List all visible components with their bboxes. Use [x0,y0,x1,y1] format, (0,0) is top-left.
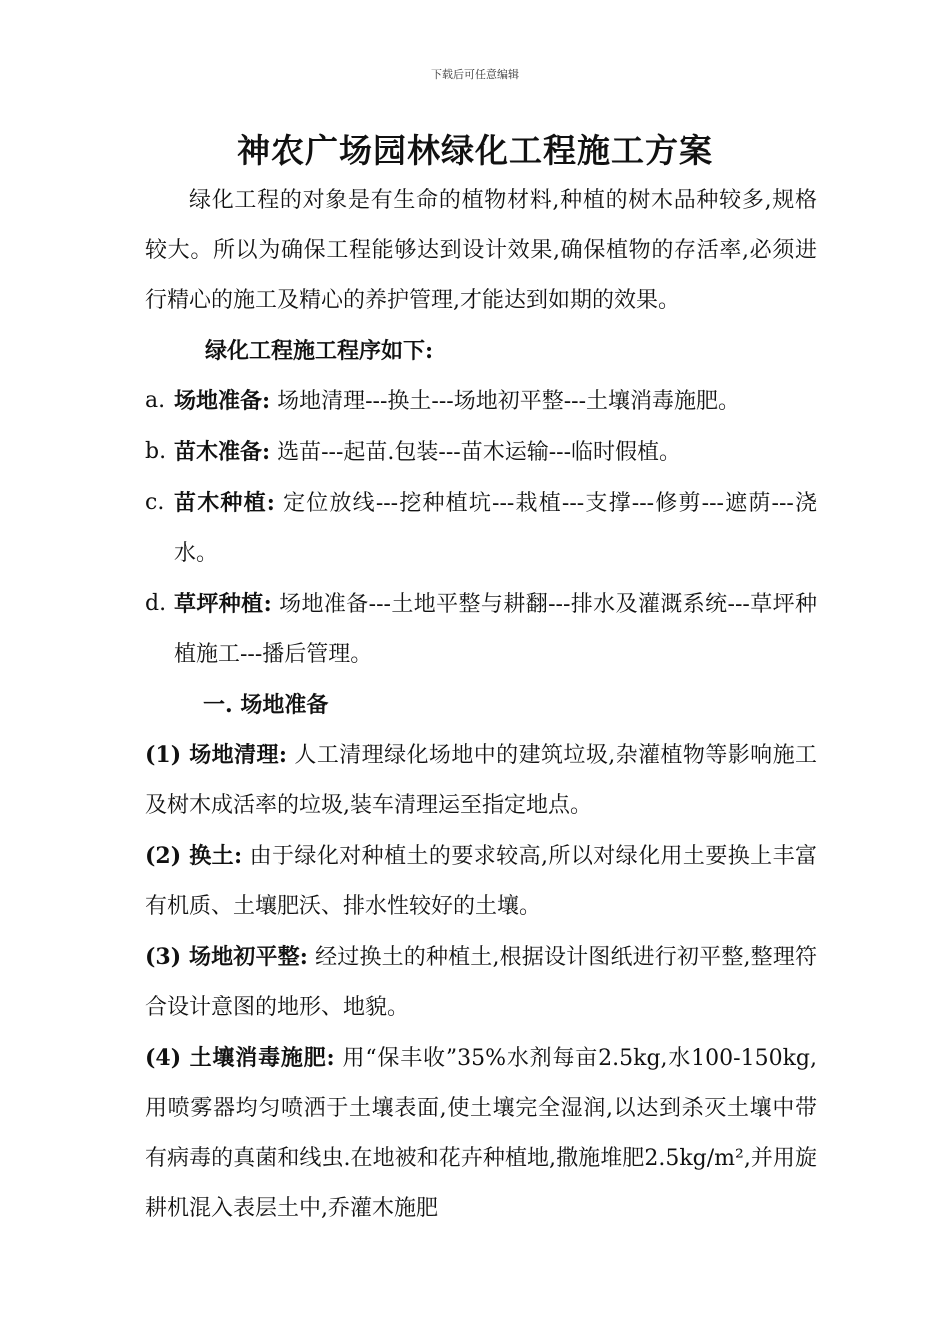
step-text: 定位放线---挖种植坑---栽植---支撑---修剪---遮荫---浇水。 [174,491,817,566]
procedure-step-d [145,579,817,680]
document-body [145,176,817,1234]
item-text: 用“保丰收”35%水剂每亩2.5kg,水100-150kg,用喷雾器均匀喷洒于土壤表面,使土壤完全湿润,以达到杀灭土壤中带有病毒的真菌和线虫.在地被和花卉种植地,撒施堆肥2.5kg/m²,并用旋耕机混入表层土中,乔灌木施肥 [145,1046,817,1221]
step-label: 草坪种植: [174,591,272,617]
step-marker: a. [145,388,166,413]
item-initial-leveling [145,932,817,1033]
item-text: 人工清理绿化场地中的建筑垃圾,杂灌植物等影响施工及树木成活率的垃圾,装车清理运至指定地点。 [145,743,817,818]
item-label: (1) 场地清理: [145,742,287,768]
item-label: (2) 换土: [145,843,243,869]
step-text: 场地准备---土地平整与耕翻---排水及灌溉系统---草坪种植施工---播后管理。 [174,592,818,667]
intro-paragraph: 绿化工程的对象是有生命的植物材料,种植的树木品种较多,规格较大。所以为确保工程能够达到设计效果,确保植物的存活率,必须进行精心的施工及精心的养护管理,才能达到如期的效果。 [145,188,817,313]
step-label: 苗木准备: [174,439,271,465]
document-title: 神农广场园林绿化工程施工方案 [237,131,713,170]
item-soil-disinfection [145,1033,817,1234]
item-soil-replacement [145,831,817,932]
item-text: 由于绿化对种植土的要求较高,所以对绿化用土要换上丰富有机质、土壤肥沃、排水性较好的土壤。 [145,844,817,919]
item-text: 经过换土的种植土,根据设计图纸进行初平整,整理符合设计意图的地形、地貌。 [145,945,817,1020]
step-label: 苗木种植: [174,490,275,516]
procedure-step-c [145,478,817,579]
header-note: 下载后可任意编辑 [431,68,519,81]
step-label: 场地准备: [174,388,271,414]
section-heading-site-preparation: 一. 场地准备 [203,692,329,718]
step-text: 场地清理---换土---场地初平整---土壤消毒施肥。 [277,389,741,414]
item-label: (4) 土壤消毒施肥: [145,1045,335,1071]
step-marker: d. [145,591,167,616]
item-label: (3) 场地初平整: [145,944,308,970]
procedure-step-a [145,376,817,427]
procedure-heading: 绿化工程施工程序如下: [205,338,434,364]
step-marker: b. [145,439,167,464]
step-text: 选苗---起苗.包装---苗木运输---临时假植。 [277,440,682,465]
step-marker: c. [145,490,165,515]
procedure-step-b [145,427,817,478]
item-site-clearing [145,730,817,831]
